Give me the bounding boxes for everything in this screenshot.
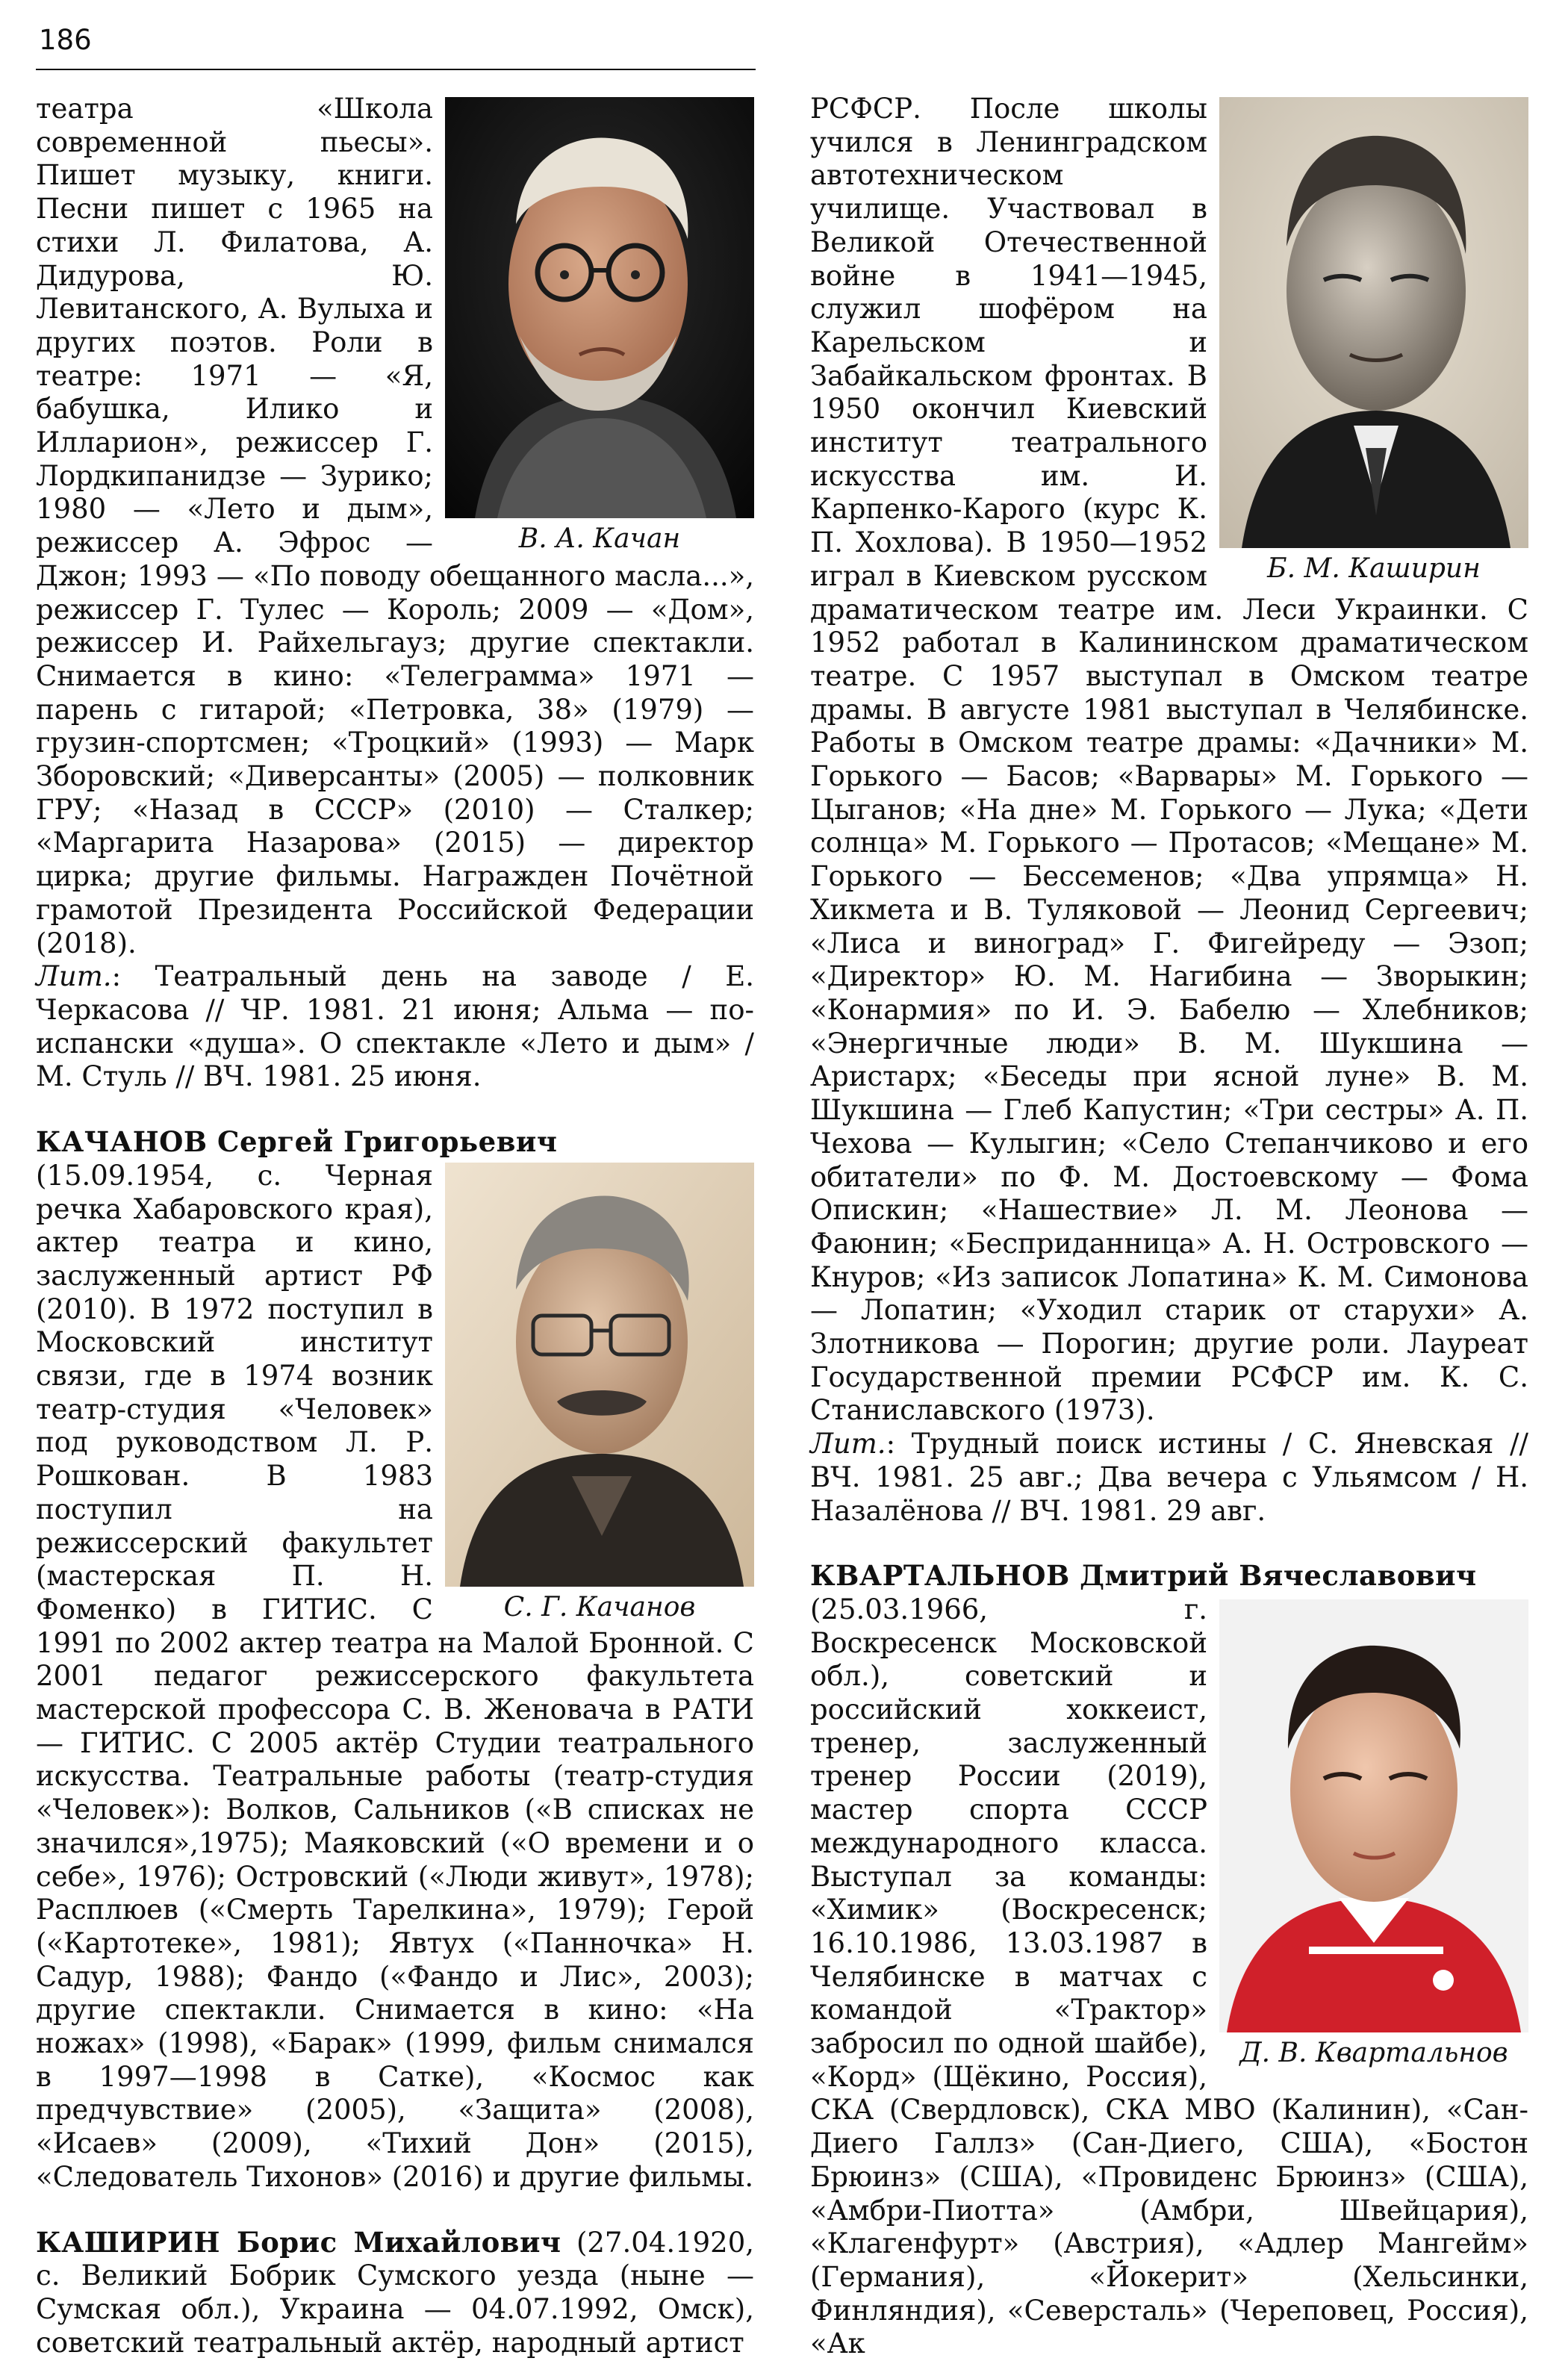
lit-text: : Театральный день на заводе / Е. Черкасова // ЧР. 1981. 21 июня; Альма — по-испански «душа». О спектакле «Лето и дым» / М. Стуль // ВЧ. 1981. 25 июня. [36, 960, 754, 1093]
lit-label: Лит. [36, 960, 112, 993]
portrait-kachanov [445, 1163, 754, 1587]
entry-kvartalnov-text: (25.03.1966, г. Воскресенск Московской обл.), советский и российский хоккеист, тренер, заслуженный тренер России (2019), мастер спорта СССР международного класса. Выступал за команды: «Химик» (Воскресенск; 16.10.1986, 13.03.1987 в Челябинске в матчах с командой «Трактор» забросил по одной шайбе), «Корд» (Щёкино, Россия), СКА (Свердловск), СКА МВО (Калинин), «Сан-Диего Галлз» (Сан-Диего, США), «Бостон Брюинз» (США), «Провиденс Брюинз» (США), «Амбри-Пиотта» (Амбри, Швейцария), «Клагенфурт» (Австрия), «Адлер Мангейм» (Германия), «Йокерит» (Хельсинки, Финляндия), «Северсталь» (Череповец, Россия), «Ак [810, 1593, 1528, 2360]
entry-kachanov-name: КАЧАНОВ Сергей Григорьевич [36, 1125, 558, 1159]
entry-kachanov-intro [36, 1125, 754, 1160]
caption-kachan: В. А. Качан [518, 523, 681, 554]
photo-kashirin [1219, 97, 1528, 585]
entry-kashirin-name: КАШИРИН Борис Михайлович [36, 2225, 561, 2259]
entry-kachan-text: театра «Школа современной пьесы». Пишет музыку, книги. Песни пишет с 1965 на стихи Л. Филатова, А. Дидурова, Ю. Левитанского, А. Вулыха и других поэтов. Роли в театре: 1971 — «Я, бабушка, Илико и Илларион», режиссер Г. Лордкипанидзе — Зурико; 1980 — «Лето и дым», режиссер А. Эфрос — Джон; 1993 — «По поводу обещанного масла...», режиссер Г. Тулес — Король; 2009 — «Дом», режиссер И. Райхельгауз; другие спектакли. Снимается в кино: «Телеграмма» 1971 — парень с гитарой; «Петровка, 38» (1979) — грузин-спортсмен; «Троцкий» (1993) — Марк Зборовский; «Диверсанты» (2005) — полковник ГРУ; «Назад в СССР» (2010) — Сталкер; «Маргарита Назарова» (2015) — директор цирка; другие фильмы. Награжден Почётной грамотой Президента Российской Федерации (2018). [36, 93, 754, 959]
entry-kvartalnov-name: КВАРТАЛЬНОВ Дмитрий Вячеславович [810, 1559, 1477, 1593]
entry-kvartalnov-intro [810, 1559, 1528, 1593]
lit-label: Лит. [810, 1428, 886, 1461]
photo-kvartalnov [1219, 1599, 1528, 2070]
caption-kashirin: Б. М. Каширин [1267, 553, 1481, 584]
entry-kashirin-intro [36, 2226, 754, 2360]
entry-gap [36, 2194, 754, 2226]
entry-kashirin-lit [810, 1428, 1528, 1528]
lit-text: : Трудный поиск истины / С. Яневская // ВЧ. 1981. 25 авг.; Два вечера с Ульямсом / Н. Назалёнова // ВЧ. 1981. 29 авг. [810, 1428, 1528, 1527]
portrait-kvartalnov [1219, 1599, 1528, 2032]
portrait-kachan [445, 97, 754, 518]
photo-kachanov [445, 1163, 754, 1624]
page-number: 186 [39, 24, 92, 56]
entry-gap [36, 1094, 754, 1125]
portrait-kashirin [1219, 97, 1528, 548]
caption-kachanov: С. Г. Качанов [503, 1591, 696, 1623]
photo-kachan [445, 97, 754, 556]
entry-gap [810, 1528, 1528, 1559]
entry-kachan-lit [36, 960, 754, 1094]
entry-kashirin-text-right: РСФСР. После школы учился в Ленинградском автотехническом училище. Участвовал в Великой Отечественной войне в 1941—1945, служил шофёром на Карельском и Забайкальском фронтах. В 1950 окончил Киевский институт театрального искусства им. И. Карпенко-Карого (курс К. П. Хохлова). В 1950—1952 играл в Киевском русском драматическом театре им. Леси Украинки. С 1952 работал в Калининском драматическом театре. С 1957 выступал в Омском театре драмы. В августе 1981 выступал в Челябинске. Работы в Омском театре драмы: «Дачники» М. Горького — Басов; «Варвары» М. Горького — Цыганов; «На дне» М. Горького — Лука; «Дети солнца» М. Горького — Протасов; «Мещане» М. Горького — Бессеменов; «Два упрямца» Н. Хикмета и В. Туляковой — Леонид Сергеевич; «Лиса и виноград» Г. Фигейреду — Эзоп; «Директор» Ю. М. Нагибина — Зворыкин; «Конармия» по И. Э. Бабелю — Хлебников; «Энергичные люди» В. М. Шукшина — Аристарх; «Беседы при ясной луне» В. М. Шукшина — Глеб Капустин; «Три сестры» А. П. Чехова — Кулыгин; «Село Степанчиково и его обитатели» по Ф. М. Достоевскому — Фома Опискин; «Нашествие» Л. М. Леонова — Фаюнин; «Бесприданница» А. Н. Островского — Кнуров; «Из записок Лопатина» К. М. Симонова — Лопатин; «Уходил старик от старухи» А. Злотникова — Порогин; другие роли. Лауреат Государственной премии РСФСР им. К. С. Станиславского (1973). [810, 93, 1528, 1427]
entry-kachanov-text: (15.09.1954, с. Черная речка Хабаровского края), актер театра и кино, заслуженный артист РФ (2010). В 1972 поступил в Московский институт связи, где в 1974 возник театр-студия «Человек» под руководством Л. Р. Рошкован. В 1983 поступил на режиссерский факультет (мастерская П. Н. Фоменко) в ГИТИС. С 1991 по 2002 актер театра на Малой Бронной. С 2001 педагог режиссерского факультета мастерской профессора С. В. Женовача в РАТИ — ГИТИС. С 2005 актёр Студии театрального искусства. Театральные работы (театр-студия «Человек»): Волков, Сальников («В списках не значился»,1975); Маяковский («О времени и о себе», 1976); Островский («Люди живут», 1978); Расплюев («Смерть Тарелкина», 1979); Герой («Картотеке», 1981); Явтух («Панночка» Н. Садур, 1988); Фандо («Фандо и Лис», 2003); другие спектакли. Снимается в кино: «На ножах» (1998), «Барак» (1999, фильм снимался в 1997—1998 в Сатке), «Космос как предчувствие» (2005), «Защита» (2008), «Исаев» (2009), «Тихий Дон» (2015), «Следователь Тихонов» (2016) и другие фильмы. [36, 1159, 754, 2193]
right-column [810, 93, 1528, 2360]
caption-kvartalnov: Д. В. Квартальнов [1239, 2037, 1508, 2068]
left-column [36, 93, 755, 2359]
header-rule [36, 69, 756, 70]
entry-kashirin-text-left: (27.04.1920, с. Великий Бобрик Сумского уезда (ныне — Сумская обл.), Украина — 04.07.1992, Омск), советский театральный актёр, народный артист [36, 2226, 755, 2359]
